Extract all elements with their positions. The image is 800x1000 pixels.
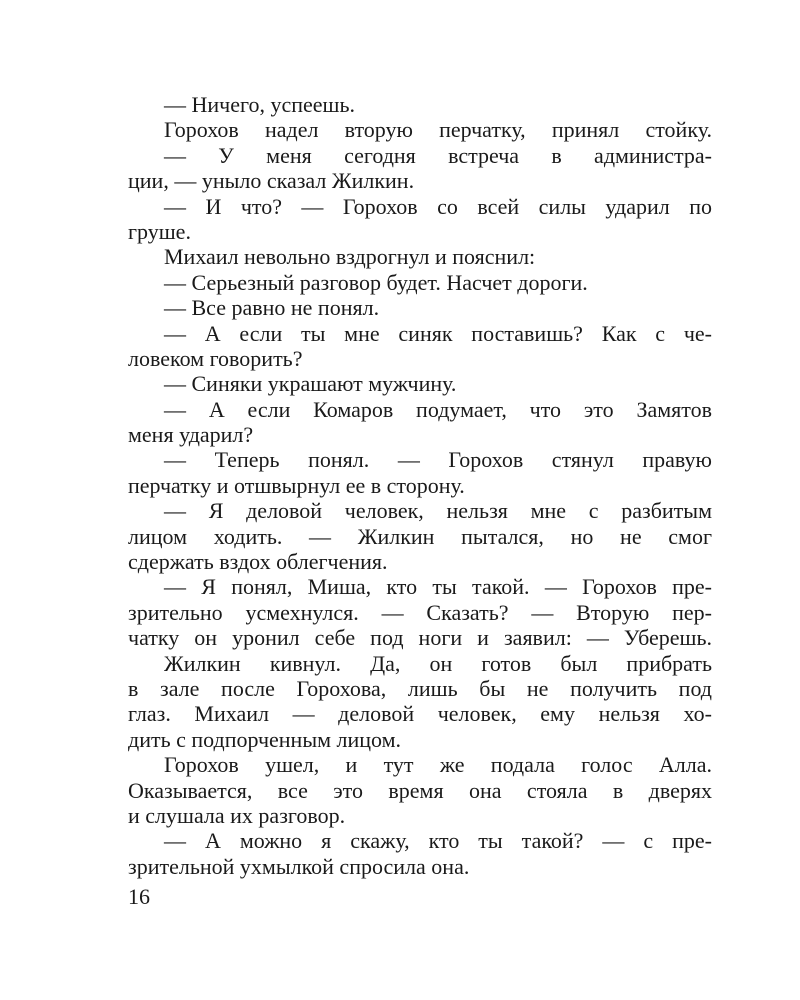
text-line: Горохов надел вторую перчатку, принял стойку. (164, 117, 712, 143)
page-number: 16 (128, 884, 150, 909)
text-line: чатку он уронил себе под ноги и заявил: — Уберешь. (128, 625, 712, 651)
text-line: и слушала их разговор. (128, 802, 346, 828)
text-line: груше. (128, 218, 191, 244)
text-line: лицом ходить. — Жилкин пытался, но не смог (128, 523, 712, 549)
text-line: — Теперь понял. — Горохов стянул правую (164, 447, 712, 473)
text-line: — Я деловой человек, нельзя мне с разбитым (164, 498, 712, 524)
text-line: ции, — уныло сказал Жилкин. (128, 168, 415, 194)
text-line: Горохов ушел, и тут же подала голос Алла. (164, 752, 712, 778)
text-line: дить с подпорченным лицом. (128, 726, 402, 752)
page-body-text (128, 92, 712, 879)
text-line: — Все равно не понял. (164, 295, 380, 321)
text-line: — Серьезный разговор будет. Насчет дороги. (164, 269, 588, 295)
text-line: — У меня сегодня встреча в администра- (164, 142, 712, 168)
text-line: — Синяки украшают мужчину. (164, 371, 457, 397)
text-line: сдержать вздох облегчения. (128, 549, 388, 575)
text-line: зрительной ухмылкой спросила она. (128, 853, 470, 879)
text-line: глаз. Михаил — деловой человек, ему нельзя хо- (128, 701, 712, 727)
text-line: — И что? — Горохов со всей силы ударил по (164, 193, 712, 219)
text-line: Оказывается, все это время она стояла в дверях (128, 777, 712, 803)
text-line: — А если Комаров подумает, что это Замятов (164, 396, 712, 422)
text-line: меня ударил? (128, 422, 254, 448)
text-line: — Я понял, Миша, кто ты такой. — Горохов пре- (164, 574, 712, 600)
text-line: Михаил невольно вздрогнул и пояснил: (164, 244, 536, 270)
text-line: — А если ты мне синяк поставишь? Как с че- (164, 320, 712, 346)
text-line: — Ничего, успеешь. (164, 92, 356, 117)
text-line: в зале после Горохова, лишь бы не получить под (128, 675, 712, 701)
text-line: ловеком говорить? (128, 345, 303, 371)
text-line: Жилкин кивнул. Да, он готов был прибрать (164, 650, 712, 676)
text-line: перчатку и отшвырнул ее в сторону. (128, 472, 465, 498)
text-line: — А можно я скажу, кто ты такой? — с пре- (164, 828, 712, 854)
text-line: зрительно усмехнулся. — Сказать? — Вторую пер- (128, 599, 712, 625)
